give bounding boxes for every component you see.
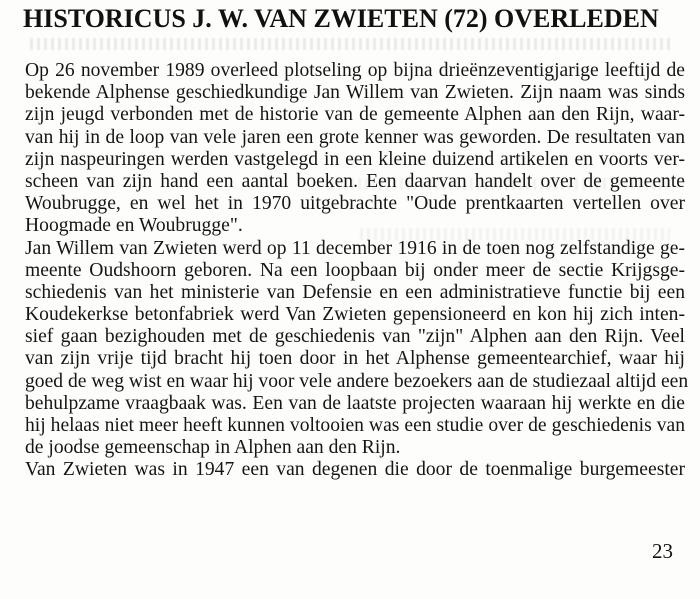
- text-line: zijn naspeuringen werden vastgelegd in een kleine duizend artikelen en voorts ver-: [25, 148, 685, 170]
- text-line: scheen van zijn hand een aantal boeken. Een daarvan handelt over de gemeente: [25, 170, 685, 192]
- page-number: 23: [652, 539, 673, 563]
- text-line: schiedenis van het ministerie van Defensie en een administratieve functie bij een: [25, 281, 685, 303]
- text-line: hij helaas niet meer heeft kunnen voltooien was een studie over de geschiedenis van: [25, 415, 685, 436]
- text-line: Hoogmade en Woubrugge".: [25, 215, 243, 237]
- text-line: van hij in de loop van vele jaren een grote kenner was geworden. De resultaten van: [25, 126, 685, 148]
- text-line: bekende Alphense geschiedkundige Jan Willem van Zwieten. Zijn naam was sinds: [25, 82, 685, 104]
- show-through-text: [30, 38, 670, 50]
- text-line: Van Zwieten was in 1947 een van degenen die door de toenmalige burgemeester: [25, 459, 685, 481]
- text-line: Koudekerkse betonfabriek werd Van Zwieten gepensioneerd en kon hij zich inten-: [25, 304, 685, 326]
- text-line: meente Oudshoorn geboren. Na een loopbaan bij onder meer de sectie Krijgsge-: [25, 259, 685, 281]
- article-title: HISTORICUS J. W. VAN ZWIETEN (72) OVERLEDEN: [23, 4, 659, 33]
- text-line: Op 26 november 1989 overleed plotseling op bijna drieënzeventigjarige leeftijd de: [25, 60, 685, 81]
- text-line: goed de weg wist en waar hij voor vele andere bezoekers aan de studiezaal altijd een: [25, 370, 689, 392]
- article-body: [25, 60, 689, 482]
- text-line: Jan Willem van Zwieten werd op 11 december 1916 in de toen nog zelfstandige ge-: [25, 237, 685, 259]
- text-line: behulpzame vraagbaak was. Een van de laatste projecten waaraan hij werkte en die: [25, 392, 685, 414]
- text-line: sief gaan bezighouden met de geschiedenis van "zijn" Alphen aan den Rijn. Veel: [25, 326, 685, 348]
- text-line: Woubrugge, en wel het in 1970 uitgebrachte "Oude prentkaarten vertellen over: [25, 193, 685, 215]
- text-line: zijn jeugd verbonden met de historie van de gemeente Alphen aan den Rijn, waar-: [25, 104, 685, 126]
- text-line: de joodse gemeenschap in Alphen aan den Rijn.: [25, 437, 401, 459]
- text-line: van zijn vrije tijd bracht hij toen door in het Alphense gemeentearchief, waar hij: [25, 348, 685, 370]
